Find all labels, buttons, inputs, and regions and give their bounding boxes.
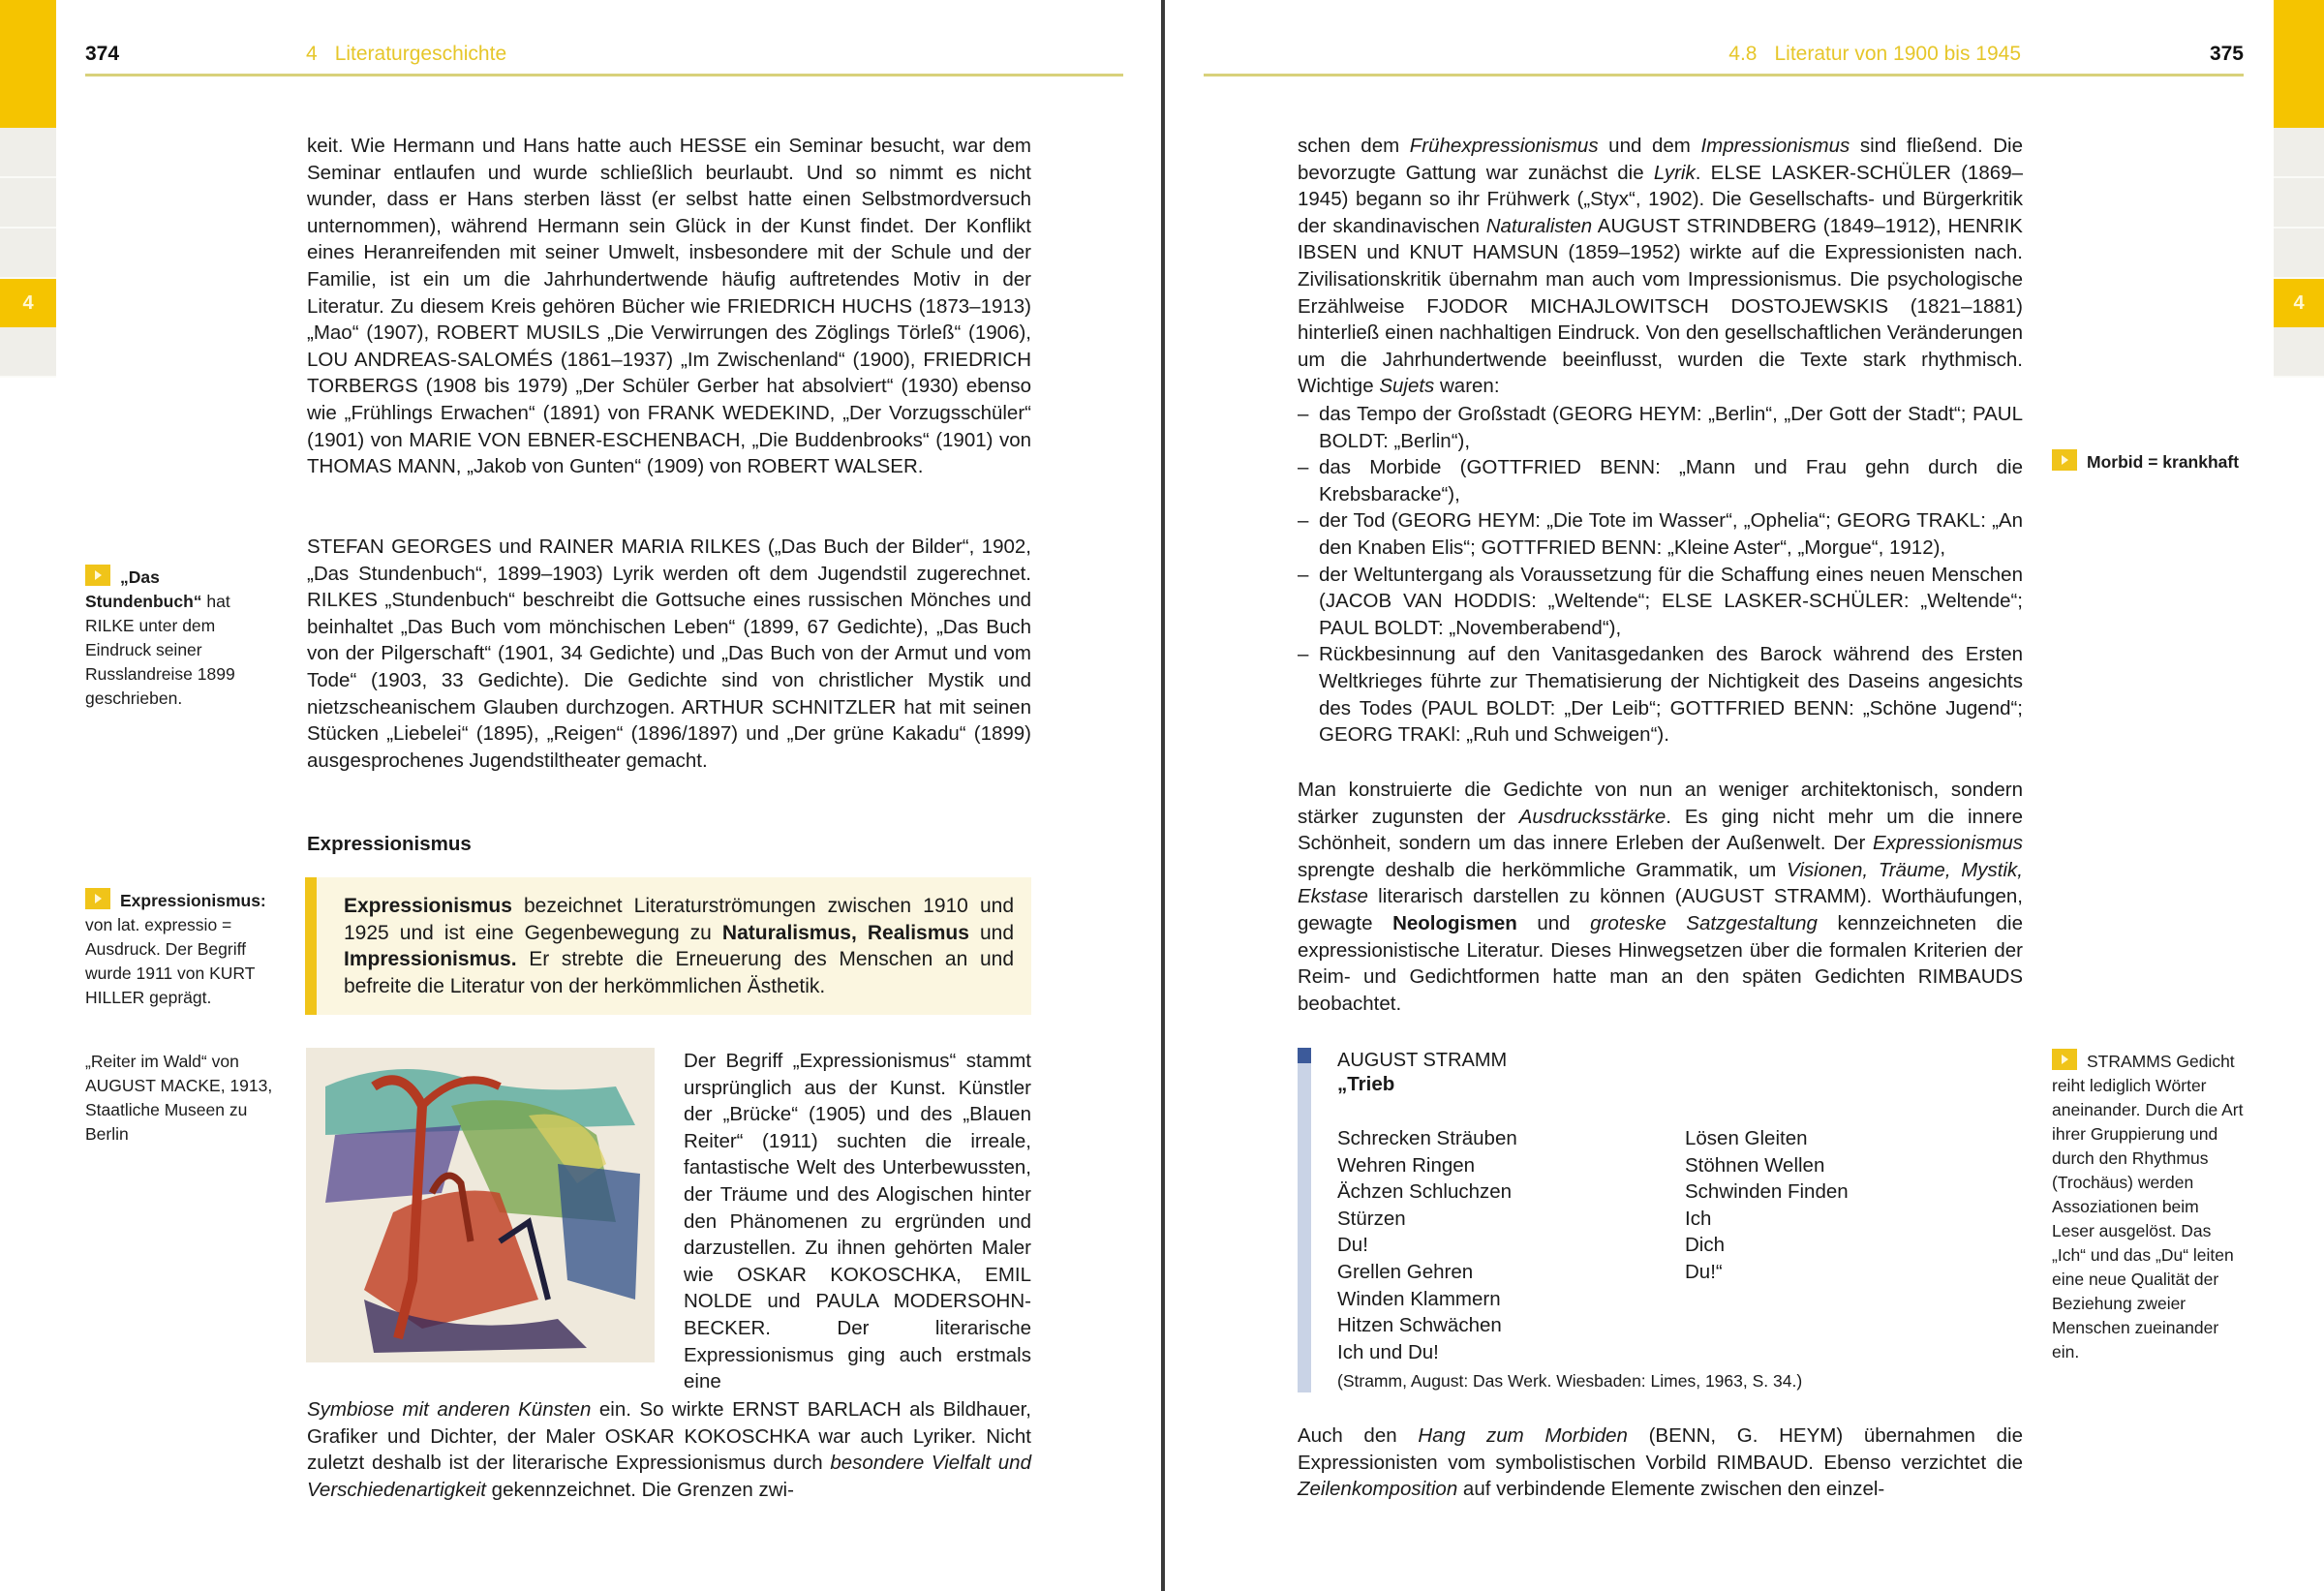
- body-text: sprengte deshalb die herkömmliche Grammatik, um: [1298, 858, 1788, 881]
- definition-text: und: [968, 921, 1014, 944]
- italic-text: Hang zum Morbiden: [1418, 1424, 1628, 1447]
- poem-line: Schrecken Sträuben: [1337, 1127, 1517, 1149]
- page-header: [1204, 39, 2244, 76]
- italic-text: Zeilenkomposition: [1298, 1478, 1458, 1501]
- body-text: Auch den: [1298, 1424, 1419, 1447]
- list-item: – der Tod (GEORG HEYM: „Die Tote im Wasser“, „Ophelia“; GEORG TRAKL: „An den Knaben Elis“; GOTTFRIED BENN: „Kleine Aster“, „Morgue“, 1912),: [1298, 507, 2023, 561]
- definition-term: Expressionismus: [344, 895, 512, 917]
- margin-note-text: STRAMMS Gedicht reiht lediglich Wörter aneinander. Durch die Art ihrer Gruppierung und durch den Rhythmus (Trochäus) werden Assoziationen beim Leser ausgelöst. Das „Ich“ und das „Du“ leiten eine neue Qualität der Beziehung zweier Menschen zueinander ein.: [2052, 1052, 2244, 1362]
- margin-note-text: = krankhaft: [2143, 452, 2240, 472]
- italic-text: Impressionismus: [1700, 135, 1850, 157]
- italic-text: Visionen, Träume, Mystik, Ekstase: [1298, 858, 2023, 908]
- body-text: ein. So wirkte ERNST BARLACH als Bildhauer, Grafiker und Dichter, der Maler OSKAR KOKOSCHKA war auch Lyriker. Nicht zuletzt deshalb ist der literarische Expressionismus durch: [307, 1398, 1031, 1475]
- expressionist-painting-icon: [306, 1048, 655, 1362]
- margin-note-morbid: [2052, 449, 2246, 474]
- running-head: [1728, 43, 2021, 66]
- margin-note-title: Morbid: [2087, 452, 2144, 472]
- poem-source: (Stramm, August: Das Werk. Wiesbaden: Limes, 1963, S. 34.): [1337, 1371, 1803, 1391]
- thumb-tabs: [2274, 128, 2324, 378]
- italic-text: Symbiose mit anderen Künsten: [307, 1398, 592, 1421]
- thumb-tab-active[interactable]: 4: [2274, 279, 2324, 327]
- poem-line: Grellen Gehren: [1337, 1260, 1474, 1283]
- thumb-tab: [0, 327, 56, 378]
- arrow-right-icon: [2052, 449, 2077, 471]
- italic-text: groteske Satzgestaltung: [1590, 911, 1818, 934]
- italic-text: Ausdrucksstärke: [1518, 805, 1667, 828]
- body-text: sind fließend. Die bevorzugte Gattung war zunächst die: [1298, 135, 2023, 184]
- poem-column-2: [1685, 1125, 1849, 1286]
- body-paragraph: [1298, 1423, 2023, 1503]
- arrow-right-icon: [2052, 1049, 2077, 1070]
- bold-text: Neologismen: [1392, 911, 1517, 934]
- italic-text: Lyrik: [1653, 161, 1696, 184]
- section-number: 4.8: [1728, 43, 1758, 65]
- poem-title: „Trieb: [1337, 1073, 1395, 1095]
- poem-line: Stöhnen Wellen: [1685, 1153, 1825, 1177]
- section-title: Literatur von 1900 bis 1945: [1774, 43, 2021, 65]
- definition-text: Er strebte die Erneuerung des Menschen an und befreite die Literatur von der herkömmlichen Ästhetik.: [344, 948, 1014, 997]
- poem-line: Schwinden Finden: [1685, 1180, 1849, 1204]
- thumb-tab-active[interactable]: 4: [0, 279, 56, 327]
- body-paragraph: [307, 1396, 1031, 1503]
- body-text: schen dem: [1298, 135, 1410, 157]
- chapter-number: 4: [306, 43, 318, 65]
- body-text: AUGUST STRINDBERG (1849–1912), HENRIK IBSEN und KNUT HAMSUN (1859–1952) wirkte auf die Expressionisten nach. Zivilisationskritik übernahm man auch vom Impressionismus. Die psychologische Erzählweise FJODOR MICHAJLOWITSCH DOSTOJEWSKIS (1821–1881) hinterließ einen nachhaltigen Eindruck. Von den gesellschaftlichen Veränderungen um die Jahrhundertwende beeinflusst, wurden die Texte stark rhythmisch. Wichtige: [1298, 214, 2023, 398]
- poem-author: AUGUST STRAMM: [1337, 1050, 1508, 1071]
- margin-note-expressionismus: [85, 888, 279, 1010]
- thumb-tab: [2274, 178, 2324, 229]
- poem-line: Winden Klammern: [1337, 1287, 1501, 1310]
- poem-line: Ächzen Schluchzen: [1337, 1180, 1513, 1204]
- thumb-tabs: [0, 128, 56, 378]
- sujets-list: [1298, 401, 2023, 749]
- italic-text: besondere Vielfalt und Verschiedenartigkeit: [307, 1452, 1031, 1501]
- poem-block: [1298, 1048, 1917, 1392]
- running-head: [306, 43, 506, 66]
- poem-marker-bar: [1298, 1048, 1311, 1392]
- margin-note-title: Expressionismus:: [120, 891, 266, 910]
- definition-box: [305, 877, 1031, 1015]
- italic-text: Sujets: [1379, 375, 1435, 398]
- thumb-tab-top: [0, 0, 56, 128]
- body-paragraph: [1298, 133, 2023, 400]
- arrow-right-icon: [85, 565, 110, 586]
- italic-text: Expressionismus: [1873, 832, 2023, 855]
- body-text: und: [1516, 911, 1591, 934]
- poem-column-1: [1337, 1125, 1517, 1365]
- list-item: – das Morbide (GOTTFRIED BENN: „Mann und Frau gehn durch die Krebsbaracke“),: [1298, 454, 2023, 507]
- arrow-right-icon: [85, 888, 110, 909]
- poem-line: Du!: [1337, 1234, 1368, 1257]
- body-paragraph: STEFAN GEORGES und RAINER MARIA RILKES („Das Buch der Bilder“, 1902, „Das Stundenbuch“, 1899–1903) Lyrik werden oft dem Jugendstil zugerechnet. RILKES „Stundenbuch“ beschreibt die Gottsuche eines russischen Mönches und beinhaltet „Das Buch vom mönchischen Leben“ (1899, 67 Gedichte), „Das Buch von der Pilgerschaft“ (1901, 34 Gedichte) und „Das Buch von der Armut und vom Tode“ (1903, 33 Gedichte). Die Gedichte sind von christlicher Mystik und nietzscheanischem Glauben durchzogen. ARTHUR SCHNITZLER hat mit seinen Stücken „Liebelei“ (1895), „Reigen“ (1896/1897) und „Der grüne Kakadu“ (1899) ausgesprochenes Jugendstiltheater gemacht.: [307, 535, 1031, 772]
- margin-note-title: „Das Stundenbuch“: [85, 567, 202, 611]
- list-item: – das Tempo der Großstadt (GEORG HEYM: „Berlin“, „Der Gott der Stadt“; PAUL BOLDT: „Berlin“),: [1298, 401, 2023, 454]
- poem-line: Ich: [1685, 1207, 1712, 1230]
- list-item: – der Weltuntergang als Voraussetzung für die Schaffung eines neuen Menschen (JACOB VAN HODDIS: „Weltende“; ELSE LASKER-SCHÜLER: „Weltende“; PAUL BOLDT: „Novemberabend“),: [1298, 562, 2023, 642]
- poem-line: Hitzen Schwächen: [1337, 1314, 1502, 1337]
- thumb-tab: [0, 229, 56, 279]
- body-text: literarisch darstellen zu können (AUGUST STRAMM). Worthäufungen, gewagte: [1298, 885, 2023, 934]
- poem-line: Dich: [1685, 1234, 1726, 1257]
- page-number: 375: [2209, 43, 2244, 65]
- page-header: [85, 39, 1123, 76]
- margin-note-stramm: [2052, 1049, 2246, 1364]
- margin-note-stundenbuch: [85, 565, 279, 711]
- thumb-tab: [2274, 128, 2324, 178]
- painting-image: [306, 1048, 655, 1362]
- thumb-tab: [2274, 229, 2324, 279]
- margin-note-text: von lat. expressio = Ausdruck. Der Begriff wurde 1911 von KURT HILLER geprägt.: [85, 915, 256, 1007]
- margin-note-text: hat RILKE unter dem Eindruck seiner Russlandreise 1899 geschrieben.: [85, 592, 235, 708]
- thumb-tab-top: [2274, 0, 2324, 128]
- thumb-tab: [0, 178, 56, 229]
- thumb-tab: [0, 128, 56, 178]
- thumb-tab: [2274, 327, 2324, 378]
- right-page: [1165, 0, 2324, 1591]
- poem-line: Ich und Du!: [1337, 1340, 1439, 1363]
- image-caption: „Reiter im Wald“ von AUGUST MACKE, 1913, Staatliche Museen zu Berlin: [85, 1052, 273, 1144]
- body-text: kennzeichneten die expressionistische Literatur. Dieses Hinwegsetzen über die formalen Kriterien der Reim- und Gedichtformen hatte man an den späten Gedichten RIMBAUDS beobachtet.: [1298, 911, 2023, 1015]
- body-text: Man konstruierte die Gedichte von nun an weniger architektonisch, sondern stärker zugunsten der: [1298, 779, 2023, 828]
- body-text: gekennzeichnet. Die Grenzen zwi-: [485, 1478, 794, 1501]
- body-paragraph: keit. Wie Hermann und Hans hatte auch HESSE ein Seminar besucht, war dem Seminar entlaufen und wurde schließlich beurlaubt. Und so nimmt es nicht wunder, dass er Hans sterben lässt (er selbst hatte einen Selbstmordversuch unternommen), während Hermann sein Glück in der Kunst findet. Der Konflikt eines Heranreifenden mit seiner Umwelt, insbesondere mit der Schule und der Familie, ist ein um die Jahrhundertwende häufig auftretendes Motiv in der Literatur. Zu diesem Kreis gehören Bücher wie FRIEDRICH HUCHS (1873–1913) „Mao“ (1907), ROBERT MUSILS „Die Verwirrungen des Zöglings Törleß“ (1906), LOU ANDREAS-SALOMÉS (1861–1937) „Im Zwischenland“ (1900), FRIEDRICH TORBERGS (1908 bis 1979) „Der Schüler Gerber hat absolviert“ (1930) ebenso wie „Frühlings Erwachen“ (1891) von FRANK WEDEKIND, „Der Vorzugsschüler“ (1901) von MARIE VON EBNER-ESCHENBACH, „Die Buddenbrooks“ (1901) von THOMAS MANN, „Jakob von Gunten“ (1909) von ROBERT WALSER.: [307, 135, 1031, 478]
- body-text: und dem: [1598, 135, 1701, 157]
- body-text: . Es ging nicht mehr um die innere Schönheit, sondern um das innere Erleben der Außenwelt. Der: [1298, 805, 2023, 855]
- italic-text: Frühexpressionismus: [1409, 135, 1599, 157]
- italic-text: Naturalisten: [1485, 214, 1593, 237]
- chapter-title: Literaturgeschichte: [334, 43, 507, 65]
- poem-marker-square: [1298, 1048, 1311, 1063]
- poem-line: Lösen Gleiten: [1685, 1127, 1808, 1149]
- body-text: (BENN, G. HEYM) übernahmen die Expressionisten vom symbolistischen Vorbild RIMBAUD. Ebenso verzichtet die: [1298, 1424, 2024, 1474]
- poem-line: Stürzen: [1337, 1207, 1406, 1230]
- body-text: . ELSE LASKER-SCHÜLER (1869–1945) begann so ihr Frühwerk („Styx“, 1902). Die Gesellschafts- und Bürgerkritik der skandinavischen: [1298, 161, 2023, 237]
- body-text: auf verbindende Elemente zwischen den einzel-: [1457, 1478, 1885, 1501]
- poem-line: Du!“: [1685, 1260, 1723, 1283]
- body-text: waren:: [1434, 375, 1500, 398]
- list-item: – Rückbesinnung auf den Vanitasgedanken des Barock während des Ersten Weltkrieges führte zur Thematisierung der Nichtigkeit des Daseins angesichts des Todes (PAUL BOLDT: „Der Leib“; GOTTFRIED BENN: „Schöne Jugend“; GEORG TRAKl: „Ruh und Schweigen“).: [1298, 641, 2023, 748]
- section-subheading: Expressionismus: [307, 833, 472, 855]
- body-paragraph: [1298, 777, 2023, 1017]
- definition-bold: Naturalismus, Realismus: [721, 921, 969, 944]
- definition-bold: Impressionismus.: [344, 948, 517, 971]
- wrapped-paragraph: Der Begriff „Expressionismus“ stammt ursprünglich aus der Kunst. Künstler der „Brücke“ (1905) und des „Blauen Reiter“ (1911) suchten die irreale, fantastische Welt des Unterbewussten, der Träume und des Alogischen hinter den Phänomenen zu ergründen und darzustellen. Zu ihnen gehörten Maler wie OSKAR KOKOSCHKA, EMIL NOLDE und PAULA MODERSOHN-BECKER. Der literarische Expressionismus ging auch erstmals eine: [684, 1050, 1031, 1393]
- poem-line: Wehren Ringen: [1337, 1153, 1476, 1177]
- definition-text: bezeichnet Literaturströmungen zwischen 1910 und 1925 und ist eine Gegenbewegung zu: [344, 895, 1014, 944]
- page-number: 374: [85, 43, 120, 65]
